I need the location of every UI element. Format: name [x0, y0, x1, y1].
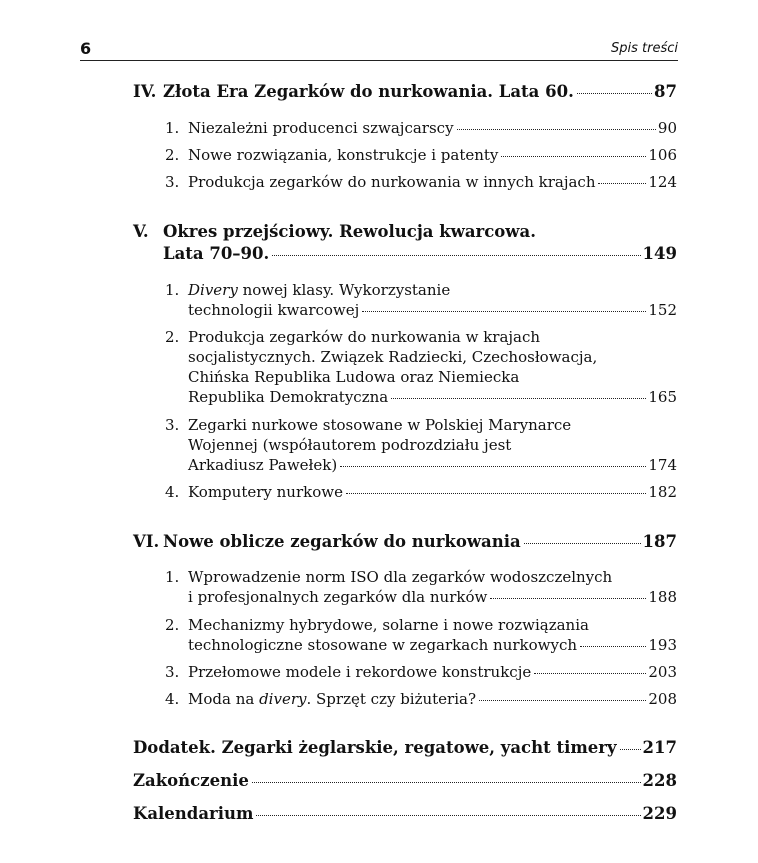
toc-item-vi-3[interactable] — [165, 662, 677, 682]
toc-item-vi-4[interactable] — [165, 689, 677, 709]
item-title-line3: Chińska Republika Ludowa oraz Niemiecka — [188, 368, 520, 386]
leader-dots — [391, 398, 646, 399]
item-title-pre: Moda na — [188, 690, 260, 708]
toc-chapter-vi[interactable] — [133, 531, 677, 553]
item-title: Przełomowe modele i rekordowe konstrukcje — [188, 663, 532, 681]
page-header — [80, 38, 678, 61]
item-title-italic: Divery — [188, 281, 238, 299]
page-ref: 182 — [648, 483, 677, 501]
toc-chapter-iv[interactable] — [133, 81, 677, 103]
page-ref: 193 — [648, 636, 677, 654]
item-number: 2. — [165, 616, 180, 634]
item-number: 3. — [165, 416, 180, 434]
page-ref: 152 — [648, 301, 677, 319]
item-title-line2: technologiczne stosowane w zegarkach nurkowych — [188, 636, 578, 654]
chapter-number: IV. — [133, 82, 157, 101]
leader-dots — [256, 815, 640, 816]
toc-item-v-4[interactable] — [165, 482, 677, 502]
leader-dots — [362, 311, 646, 312]
page-number: 6 — [80, 39, 92, 58]
toc-item-iv-3[interactable] — [165, 172, 677, 192]
leader-dots — [580, 646, 646, 647]
leader-dots — [340, 466, 646, 467]
item-title-line1: Wprowadzenie norm ISO dla zegarków wodoszczelnych — [188, 568, 613, 586]
item-title-line3: Arkadiusz Pawełek) — [188, 456, 338, 474]
item-number: 1. — [165, 119, 180, 137]
item-title-rest: nowej klasy. Wykorzystanie — [237, 281, 451, 299]
appendix-title: Dodatek. Zegarki żeglarskie, regatowe, yacht timery — [133, 738, 617, 757]
item-number: 4. — [165, 690, 180, 708]
conclusion-title: Zakończenie — [133, 771, 249, 790]
item-title-line2: i profesjonalnych zegarków dla nurków — [188, 588, 488, 606]
item-title-line1: Zegarki nurkowe stosowane w Polskiej Marynarce — [188, 416, 572, 434]
page-ref: 87 — [654, 82, 677, 101]
toc-item-v-3[interactable] — [165, 415, 677, 475]
item-title-italic: divery — [259, 690, 307, 708]
leader-dots — [272, 255, 640, 256]
page-ref: 203 — [648, 663, 677, 681]
item-number: 2. — [165, 146, 180, 164]
page-ref: 208 — [648, 690, 677, 708]
item-title-line1: Mechanizmy hybrydowe, solarne i nowe rozwiązania — [188, 616, 589, 634]
page-ref: 174 — [648, 456, 677, 474]
leader-dots — [534, 673, 646, 674]
item-number: 1. — [165, 568, 180, 586]
page-ref: 187 — [642, 532, 677, 551]
leader-dots — [524, 543, 641, 544]
leader-dots — [252, 782, 641, 783]
chapter-title: Złota Era Zegarków do nurkowania. Lata 60. — [163, 82, 574, 101]
item-number: 1. — [165, 281, 180, 299]
toc-item-iv-1[interactable] — [165, 118, 677, 138]
leader-dots — [346, 493, 646, 494]
toc-item-vi-2[interactable] — [165, 615, 677, 655]
page-ref: 228 — [642, 771, 677, 790]
chapter-title-line2: Lata 70–90. — [163, 244, 270, 263]
page-ref: 217 — [642, 738, 677, 757]
item-title-line2: socjalistycznych. Związek Radziecki, Czechosłowacja, — [188, 348, 598, 366]
item-title-line4: Republika Demokratyczna — [188, 388, 389, 406]
item-title: Komputery nurkowe — [188, 483, 343, 501]
item-number: 3. — [165, 173, 180, 191]
running-title: Spis treści — [611, 41, 678, 56]
page-ref: 149 — [642, 244, 677, 263]
toc-item-v-1[interactable] — [165, 280, 677, 320]
toc-item-iv-2[interactable] — [165, 145, 677, 165]
leader-dots — [457, 129, 656, 130]
chapter-title: Nowe oblicze zegarków do nurkowania — [163, 532, 521, 551]
chapter-number: VI. — [133, 532, 160, 551]
item-title-line2: technologii kwarcowej — [188, 301, 360, 319]
item-number: 3. — [165, 663, 180, 681]
page-ref: 165 — [648, 388, 677, 406]
toc-appendix[interactable] — [133, 737, 677, 759]
toc-chapter-v[interactable] — [133, 221, 677, 265]
toc-calendar[interactable] — [133, 803, 677, 825]
item-title-post: . Sprzęt czy biżuteria? — [306, 690, 477, 708]
page-ref: 90 — [657, 119, 677, 137]
item-title-line1: Produkcja zegarków do nurkowania w krajach — [188, 328, 541, 346]
toc-item-vi-1[interactable] — [165, 567, 677, 607]
leader-dots — [501, 156, 646, 157]
item-title: Produkcja zegarków do nurkowania w innych krajach — [188, 173, 596, 191]
toc-conclusion[interactable] — [133, 770, 677, 792]
page-ref: 124 — [648, 173, 677, 191]
item-title: Nowe rozwiązania, konstrukcje i patenty — [188, 146, 499, 164]
leader-dots — [598, 183, 646, 184]
toc-item-v-2[interactable] — [165, 327, 677, 407]
leader-dots — [479, 700, 646, 701]
item-title-line2: Wojennej (współautorem podrozdziału jest — [188, 436, 512, 454]
leader-dots — [490, 598, 646, 599]
page-ref: 106 — [648, 146, 677, 164]
leader-dots — [577, 93, 652, 94]
item-number: 4. — [165, 483, 180, 501]
item-number: 2. — [165, 328, 180, 346]
calendar-title: Kalendarium — [133, 804, 254, 823]
chapter-number: V. — [133, 222, 149, 241]
leader-dots — [620, 749, 641, 750]
item-title: Niezależni producenci szwajcarscy — [188, 119, 454, 137]
page-ref: 188 — [648, 588, 677, 606]
page-ref: 229 — [642, 804, 677, 823]
chapter-title-line1: Okres przejściowy. Rewolucja kwarcowa. — [163, 222, 536, 241]
